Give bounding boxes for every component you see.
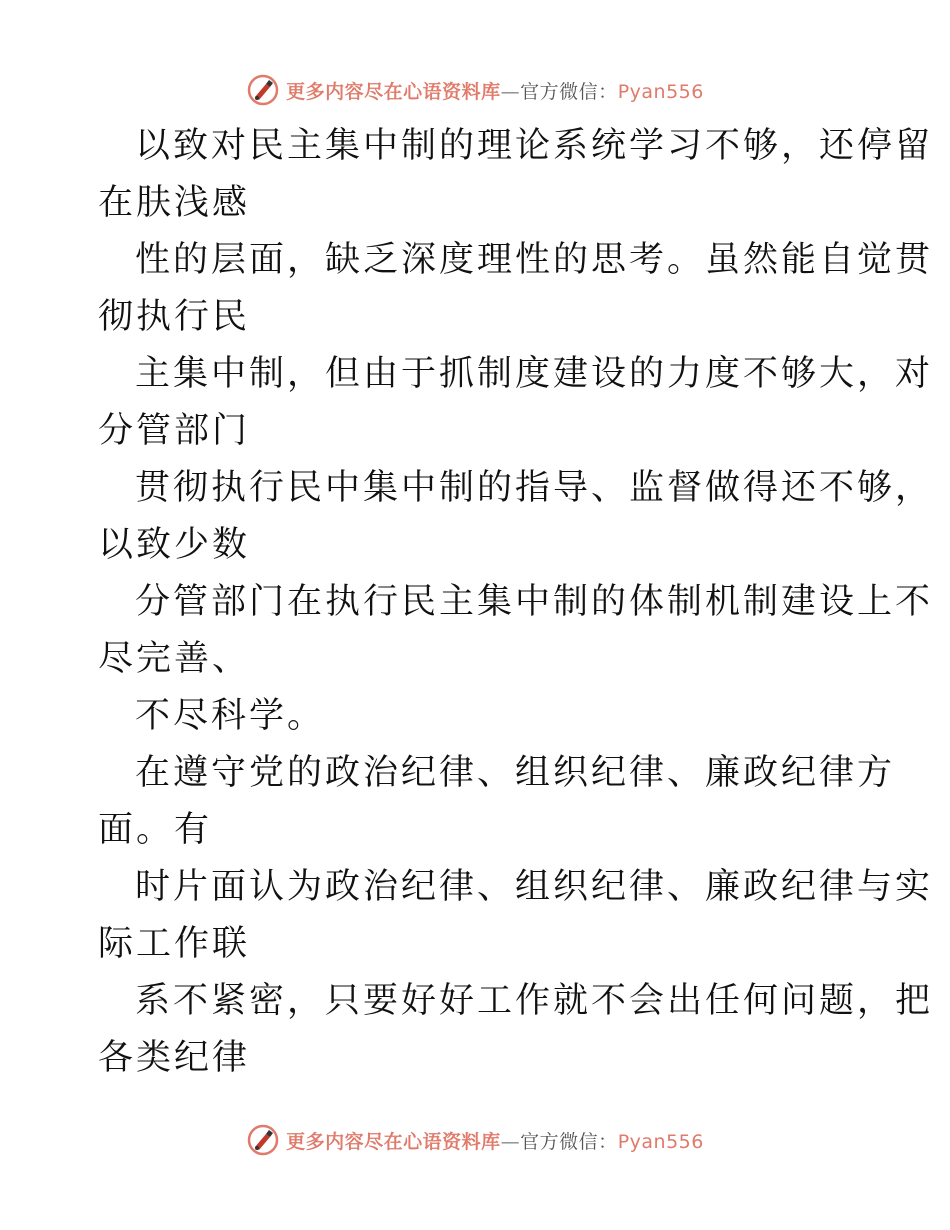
watermark-title: 更多内容尽在心语资料库: [286, 1130, 501, 1153]
watermark-text: [286, 1127, 704, 1154]
paragraph: [98, 574, 934, 688]
watermark-wechat-id: Pyan556: [617, 1130, 704, 1153]
paragraph: [98, 460, 934, 574]
paragraph-first-line: 以致对民主集中制的理论系统学习不够，还停留: [135, 126, 934, 166]
paragraph-wrap-line: 尽完善、: [98, 639, 251, 679]
paragraph-wrap-line: 面。有: [98, 810, 213, 850]
watermark-separator: —: [500, 80, 521, 103]
watermark-official-label: 官方微信：: [520, 1130, 618, 1153]
paragraph-wrap-line: 际工作联: [98, 924, 251, 964]
watermark-title: 更多内容尽在心语资料库: [286, 80, 501, 103]
paragraph-wrap-line: 彻执行民: [98, 297, 251, 337]
footer-watermark: [0, 1120, 950, 1160]
pen-seal-icon: [246, 1123, 280, 1157]
watermark-text: [286, 77, 704, 104]
paragraph: [98, 745, 896, 859]
paragraph: [98, 232, 934, 346]
document-body: [98, 118, 934, 1087]
paragraph-first-line: 时片面认为政治纪律、组织纪律、廉政纪律与实: [135, 867, 934, 907]
watermark-separator: —: [500, 1130, 521, 1153]
paragraph: [98, 346, 934, 460]
paragraph-first-line: 贯彻执行民中集中制的指导、监督做得还不够，: [135, 468, 934, 508]
paragraph-first-line: 系不紧密，只要好好工作就不会出任何问题，把: [135, 981, 934, 1021]
paragraph-first-line: 不尽科学。: [135, 696, 326, 736]
paragraph-wrap-line: 以致少数: [98, 525, 251, 565]
paragraph: [98, 688, 858, 745]
header-watermark: [0, 70, 950, 110]
paragraph-first-line: 主集中制，但由于抓制度建设的力度不够大，对: [135, 354, 934, 394]
paragraph: [98, 859, 934, 973]
paragraph: [98, 118, 934, 232]
paragraph: [98, 973, 934, 1087]
paragraph-first-line: 在遵守党的政治纪律、组织纪律、廉政纪律方: [135, 753, 896, 793]
pen-seal-icon: [246, 73, 280, 107]
watermark-official-label: 官方微信：: [520, 80, 618, 103]
paragraph-wrap-line: 各类纪律: [98, 1038, 251, 1078]
paragraph-first-line: 性的层面，缺乏深度理性的思考。虽然能自觉贯: [135, 240, 934, 280]
watermark-wechat-id: Pyan556: [617, 80, 704, 103]
paragraph-wrap-line: 在肤浅感: [98, 183, 251, 223]
paragraph-first-line: 分管部门在执行民主集中制的体制机制建设上不: [135, 582, 934, 622]
paragraph-wrap-line: 分管部门: [98, 411, 251, 451]
